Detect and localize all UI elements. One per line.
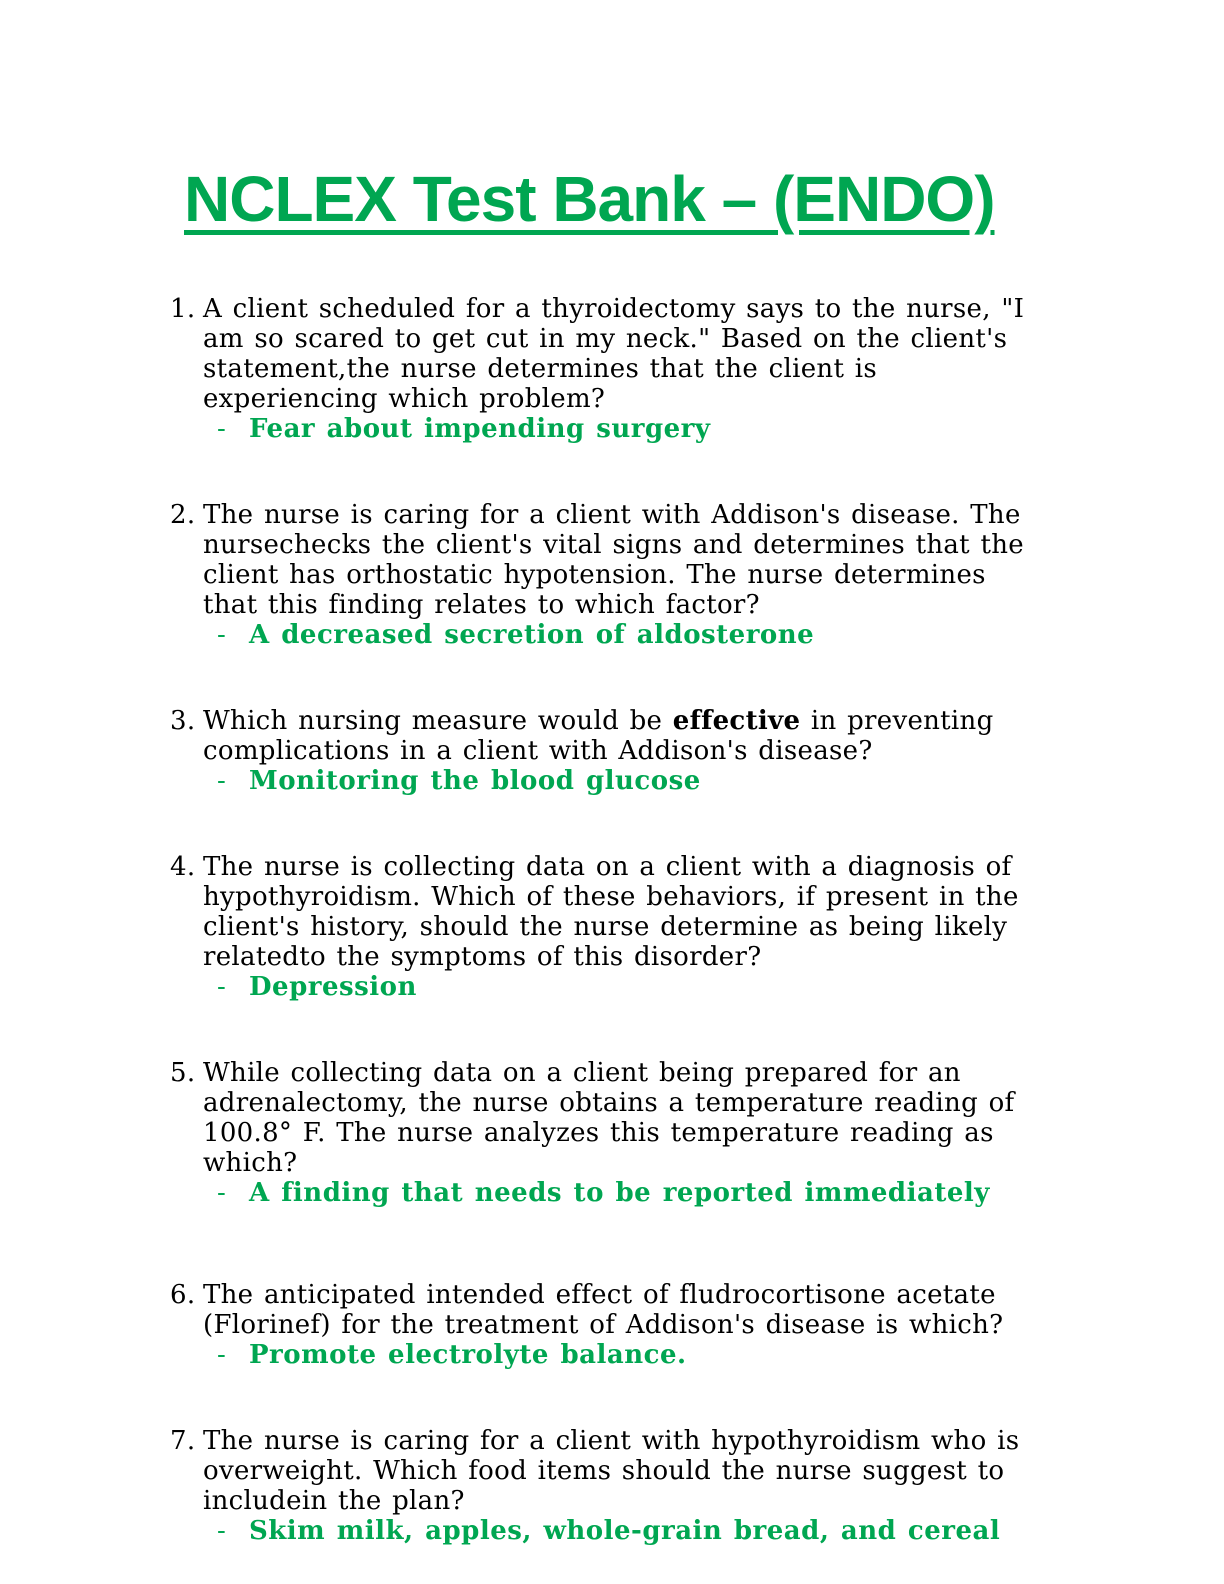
question-text [203, 500, 1028, 620]
answer-text: Promote electrolyte balance. [249, 1340, 687, 1370]
question-body [203, 500, 1028, 650]
question-text-segment: The nurse is caring for a client with hypothyroidism who is overweight. Which food items should the nurse suggest to includein the plan? [203, 1426, 1020, 1516]
question-item [170, 294, 1028, 444]
answer-text: Depression [249, 972, 417, 1002]
question-body [203, 1426, 1028, 1546]
page-title: NCLEX Test Bank – (ENDO) [184, 163, 995, 235]
question-list [170, 294, 1028, 1546]
question-item [170, 1280, 1028, 1370]
question-item [170, 1426, 1028, 1546]
question-body [203, 1058, 1028, 1208]
question-text-segment: in preventing complications in a client with Addison's disease? [203, 706, 994, 766]
question-item [170, 706, 1028, 796]
question-text-segment: While collecting data on a client being prepared for an adrenalectomy, the nurse obtains a temperature reading of 100.8° F. The nurse analyzes this temperature reading as which? [203, 1058, 1015, 1178]
answer-dash-marker: - [217, 414, 227, 444]
question-text [203, 294, 1028, 414]
question-text [203, 852, 1028, 972]
answer-row [203, 972, 1028, 1002]
question-number: 3. [170, 706, 196, 736]
question-text-segment: The nurse is caring for a client with Addison's disease. The nursechecks the client's vital signs and determines that the client has orthostatic hypotension. The nurse determines that this finding relates to which factor? [203, 500, 1024, 620]
answer-dash-marker: - [217, 1178, 227, 1208]
question-body [203, 1280, 1028, 1370]
answer-text: Fear about impending surgery [249, 414, 711, 444]
answer-dash-marker: - [217, 1340, 227, 1370]
question-item [170, 852, 1028, 1002]
answer-dash-marker: - [217, 1516, 227, 1546]
answer-row [203, 620, 1028, 650]
question-text-segment: A client scheduled for a thyroidectomy says to the nurse, "I am so scared to get cut in my neck." Based on the client's statement,the nurse determines that the client is experiencing which problem? [203, 294, 1025, 414]
answer-text: Skim milk, apples, whole-grain bread, and cereal [249, 1516, 1001, 1546]
answer-text: A decreased secretion of aldosterone [249, 620, 815, 650]
question-body [203, 294, 1028, 444]
question-text-segment: Which nursing measure would be [203, 706, 673, 736]
answer-row [203, 1340, 1028, 1370]
answer-dash-marker: - [217, 972, 227, 1002]
answer-text: Monitoring the blood glucose [249, 766, 701, 796]
question-number: 2. [170, 500, 196, 530]
question-body [203, 706, 1028, 796]
answer-row [203, 1516, 1028, 1546]
question-text-emphasis: effective [672, 706, 801, 736]
question-text [203, 706, 1028, 766]
question-number: 4. [170, 852, 196, 882]
question-text-segment: The nurse is collecting data on a client with a diagnosis of hypothyroidism. Which of these behaviors, if present in the client's history, should the nurse determine as being likely relatedto the symptoms of this disorder? [203, 852, 1019, 972]
answer-text: A finding that needs to be reported immediately [249, 1178, 990, 1208]
answer-row [203, 766, 1028, 796]
question-number: 1. [170, 294, 196, 324]
question-text-segment: The anticipated intended effect of fludrocortisone acetate (Florinef) for the treatment of Addison's disease is which? [203, 1280, 1004, 1340]
answer-dash-marker: - [217, 766, 227, 796]
answer-row [203, 1178, 1028, 1208]
question-item [170, 500, 1028, 650]
question-text [203, 1058, 1028, 1178]
question-item [170, 1058, 1028, 1208]
question-text [203, 1280, 1028, 1340]
question-number: 6. [170, 1280, 196, 1310]
question-text [203, 1426, 1028, 1516]
answer-row [203, 414, 1028, 444]
question-number: 7. [170, 1426, 196, 1456]
answer-dash-marker: - [217, 620, 227, 650]
question-body [203, 852, 1028, 1002]
question-number: 5. [170, 1058, 196, 1088]
